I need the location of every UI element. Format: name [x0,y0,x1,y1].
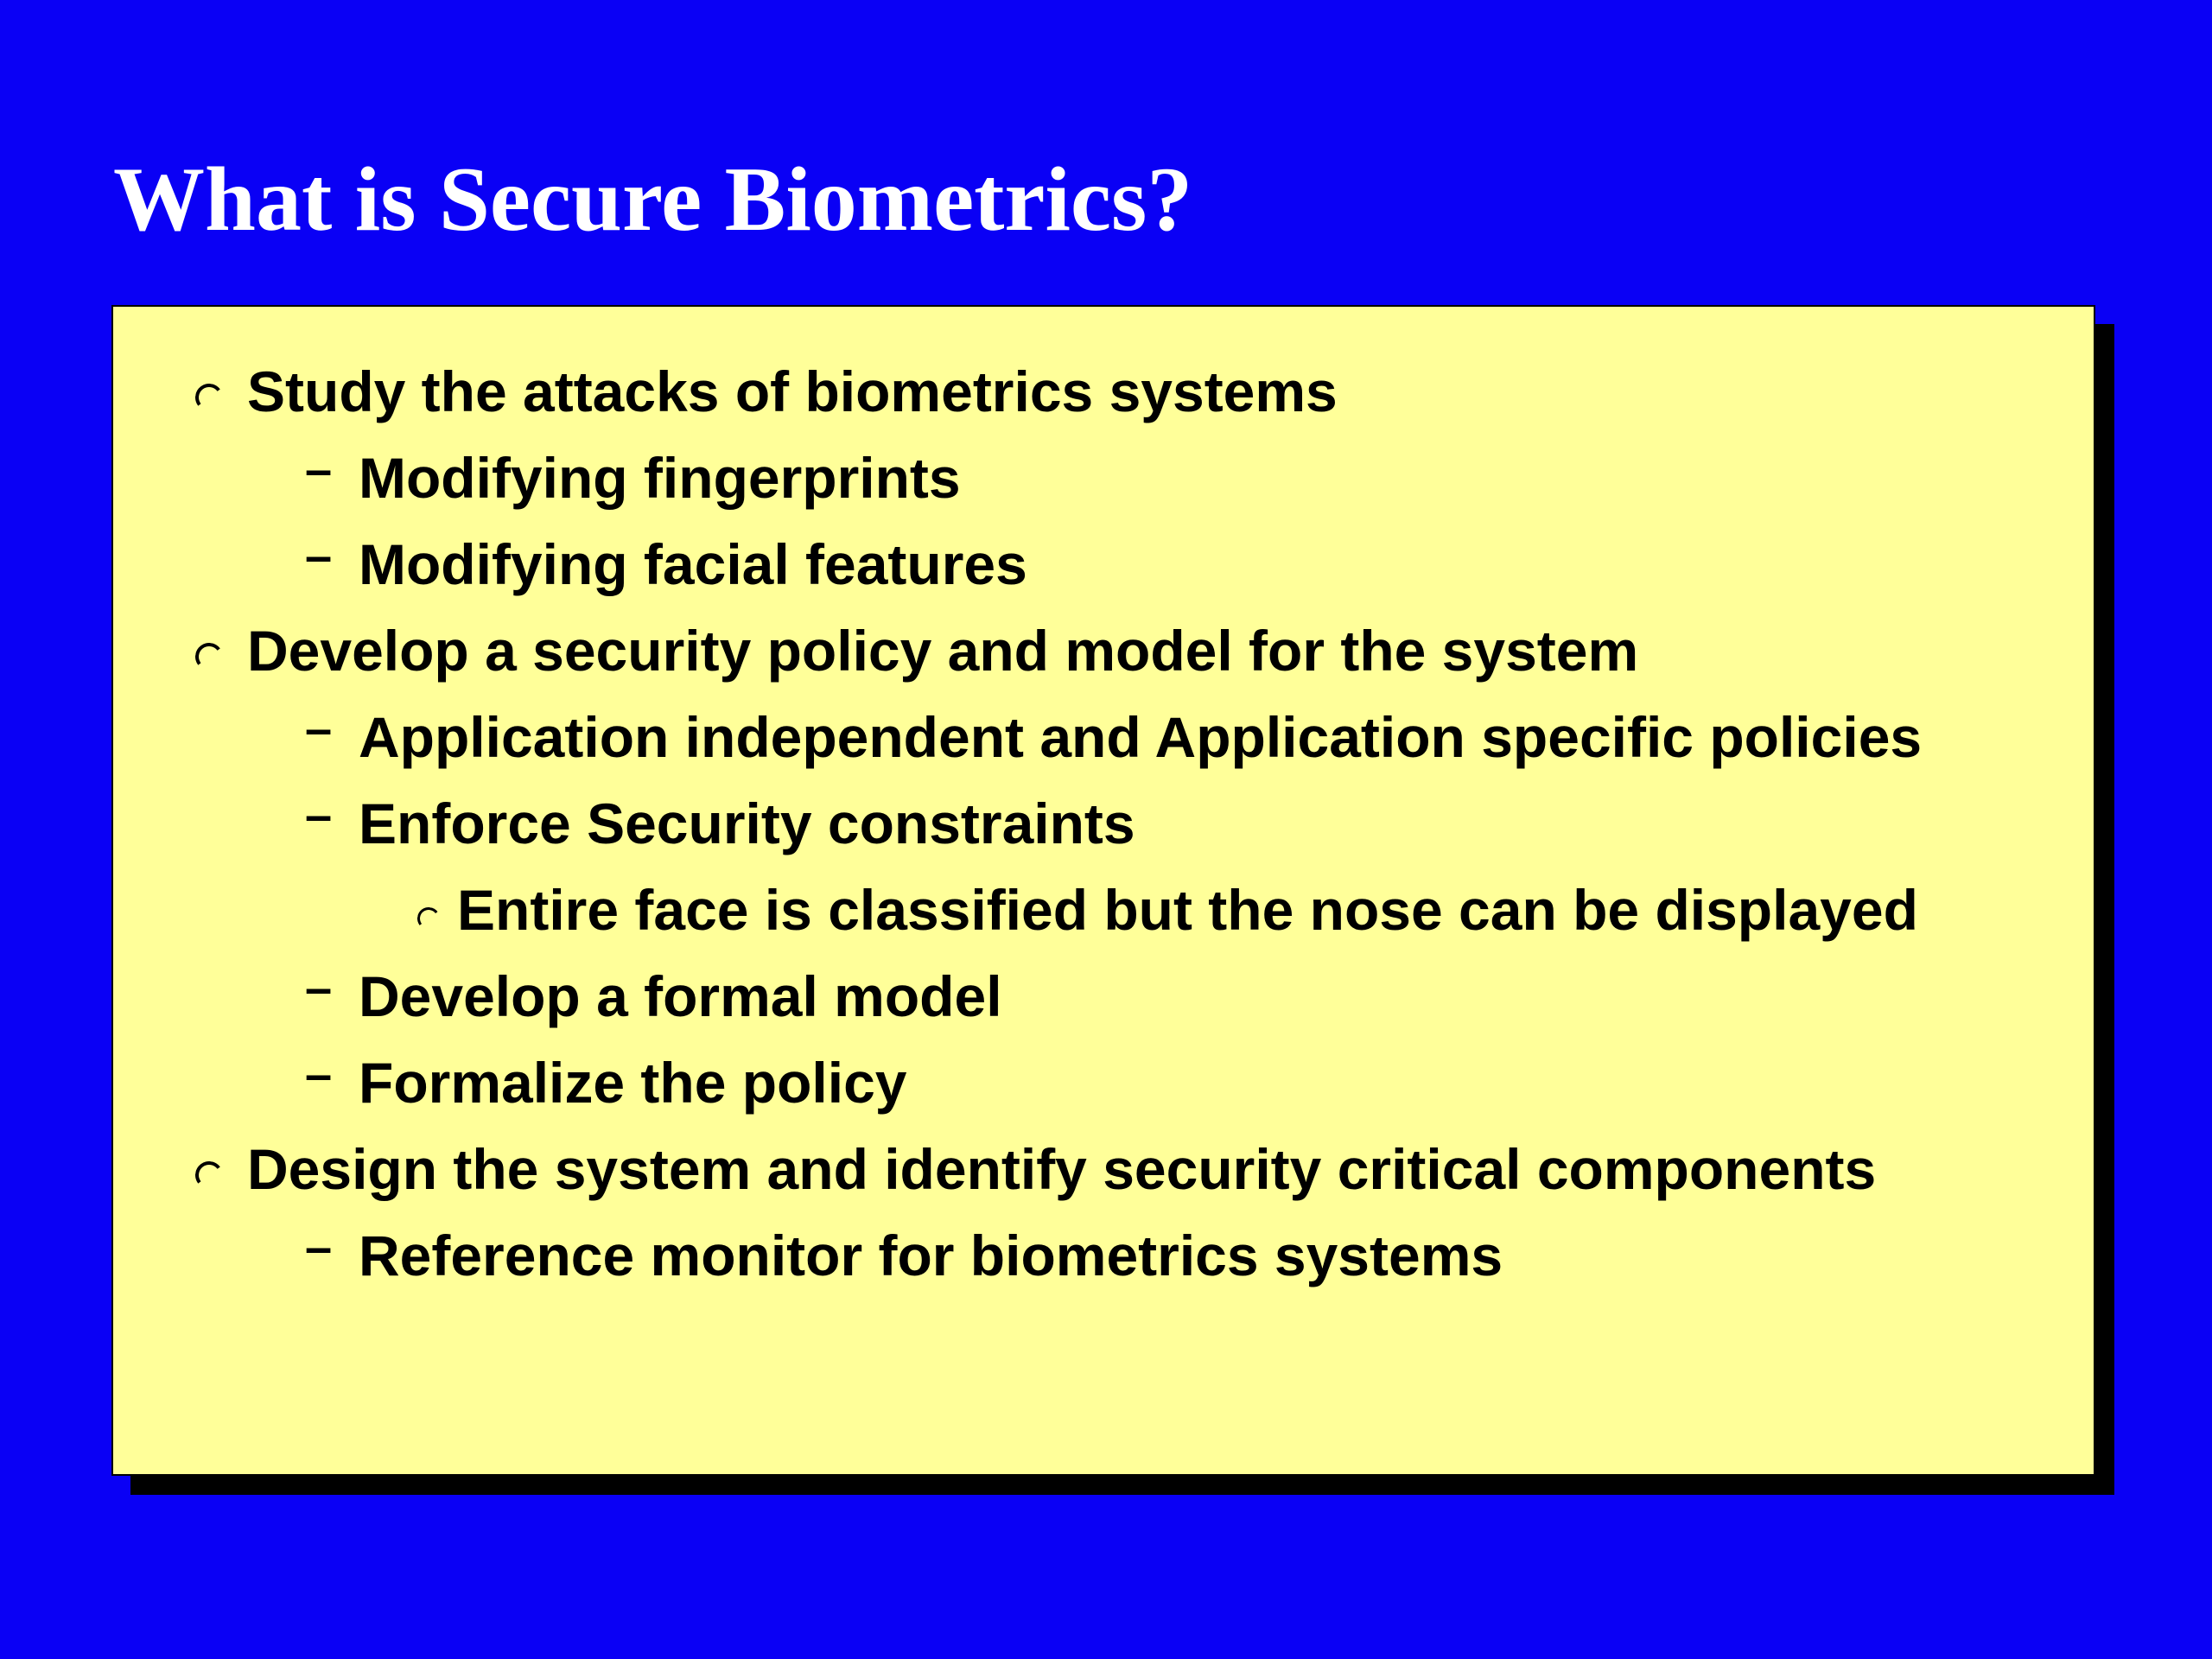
bullet-item [305,780,1135,867]
slide-title: What is Secure Biometrics? [113,149,1193,250]
dash-bullet-icon: – [305,787,333,842]
bullet-text: Study the attacks of biometrics systems [247,359,1338,423]
ring-bullet-icon [195,348,223,435]
bullet-text: Develop a security policy and model for the system [247,619,1639,683]
dash-bullet-icon: – [305,528,333,582]
bullet-text: Entire face is classified but the nose can be displayed [457,878,1918,942]
bullet-text: Develop a formal model [359,964,1002,1028]
bullet-item [247,348,1338,435]
bullet-text: Reference monitor for biometrics systems [359,1224,1503,1287]
dash-bullet-icon: – [305,960,333,1014]
dash-bullet-icon: – [305,442,333,496]
bullet-item [457,867,1918,953]
bullet-text: Modifying fingerprints [359,446,961,510]
bullet-item [305,953,1002,1039]
ring-bullet-icon [417,867,440,953]
bullet-text: Enforce Security constraints [359,791,1135,855]
bullet-item [305,435,961,521]
content-panel [111,305,2095,1476]
dash-bullet-icon: – [305,1046,333,1101]
bullet-text: Design the system and identify security critical components [247,1137,1877,1201]
bullet-item [305,694,1923,780]
bullet-item [247,607,1638,694]
bullet-item [305,1212,1503,1299]
dash-bullet-icon: – [305,1219,333,1274]
ring-bullet-icon [195,1126,223,1212]
bullet-text: Modifying facial features [359,532,1027,596]
bullet-item [305,521,1027,607]
dash-bullet-icon: – [305,701,333,755]
bullet-item [247,1126,1876,1212]
bullet-item [305,1039,907,1126]
bullet-text: Formalize the policy [359,1051,907,1115]
ring-bullet-icon [195,607,223,694]
bullet-text: Application independent and Application specific policies [359,705,1923,769]
